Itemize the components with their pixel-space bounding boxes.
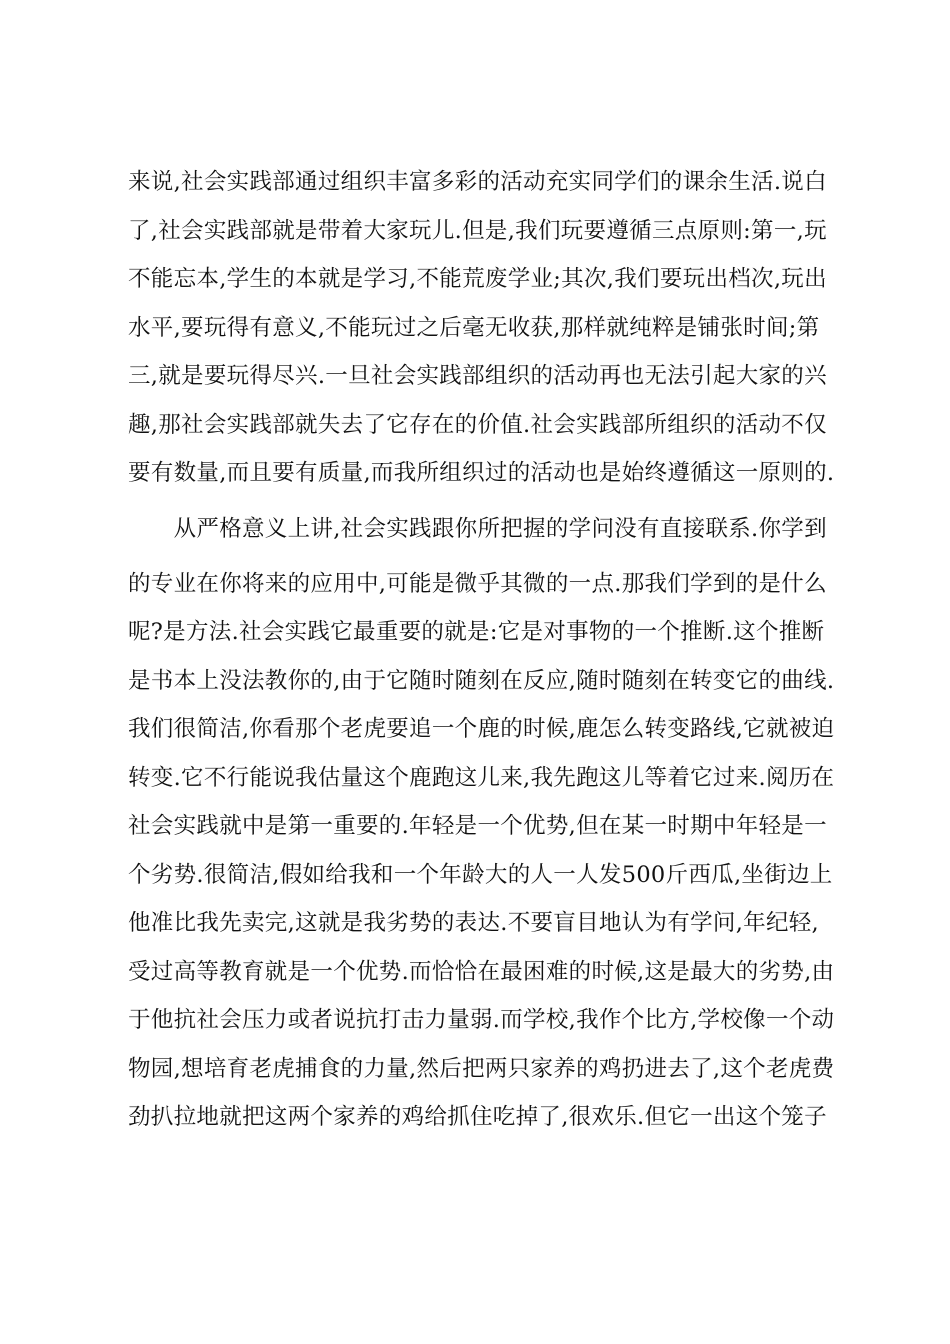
text-line: 转变.它不行能说我估量这个鹿跑这儿来,我先跑这儿等着它过来.阅历在	[128, 764, 835, 791]
text-line: 受过高等教育就是一个优势.而恰恰在最困难的时候,这是最大的劣势,由	[128, 958, 835, 985]
text-line: 个劣势.很简洁,假如给我和一个年龄大的人一人发500斤西瓜,坐街边上	[128, 861, 833, 888]
text-line: 于他抗社会压力或者说抗打击力量弱.而学校,我作个比方,学校像一个动	[128, 1007, 835, 1033]
text-line: 他准比我先卖完,这就是我劣势的表达.不要盲目地认为有学问,年纪轻,	[128, 910, 820, 936]
text-line: 呢?是方法.社会实践它最重要的就是:它是对事物的一个推断.这个推断	[128, 619, 825, 645]
text-line: 是书本上没法教你的,由于它随时随刻在反应,随时随刻在转变它的曲线.	[128, 667, 835, 694]
text-line: 劲扒拉地就把这两个家养的鸡给抓住吃掉了,很欢乐.但它一出这个笼子	[128, 1104, 827, 1130]
text-line: 水平,要玩得有意义,不能玩过之后毫无收获,那样就纯粹是铺张时间;第	[128, 314, 820, 341]
text-line: 我们很简洁,你看那个老虎要追一个鹿的时候,鹿怎么转变路线,它就被迫	[128, 716, 835, 742]
text-line: 了,社会实践部就是带着大家玩儿.但是,我们玩要遵循三点原则:第一,玩	[128, 217, 827, 244]
text-line: 要有数量,而且要有质量,而我所组织过的活动也是始终遵循这一原则的.	[128, 460, 835, 486]
text-line: 趣,那社会实践部就失去了它存在的价值.社会实践部所组织的活动不仅	[128, 411, 827, 438]
text-line: 的专业在你将来的应用中,可能是微乎其微的一点.那我们学到的是什么	[128, 570, 827, 597]
body-text	[128, 158, 838, 1142]
text-line: 不能忘本,学生的本就是学习,不能荒废学业;其次,我们要玩出档次,玩出	[128, 266, 827, 292]
text-line: 社会实践就中是第一重要的.年轻是一个优势,但在某一时期中年轻是一	[128, 813, 827, 839]
paragraph-first-line: 从严格意义上讲,社会实践跟你所把握的学问没有直接联系.你学到	[128, 515, 827, 542]
text-line: 来说,社会实践部通过组织丰富多彩的活动充实同学们的课余生活.说白	[128, 169, 827, 195]
text-line: 三,就是要玩得尽兴.一旦社会实践部组织的活动再也无法引起大家的兴	[128, 363, 827, 389]
text-line: 物园,想培育老虎捕食的力量,然后把两只家养的鸡扔进去了,这个老虎费	[128, 1055, 835, 1082]
